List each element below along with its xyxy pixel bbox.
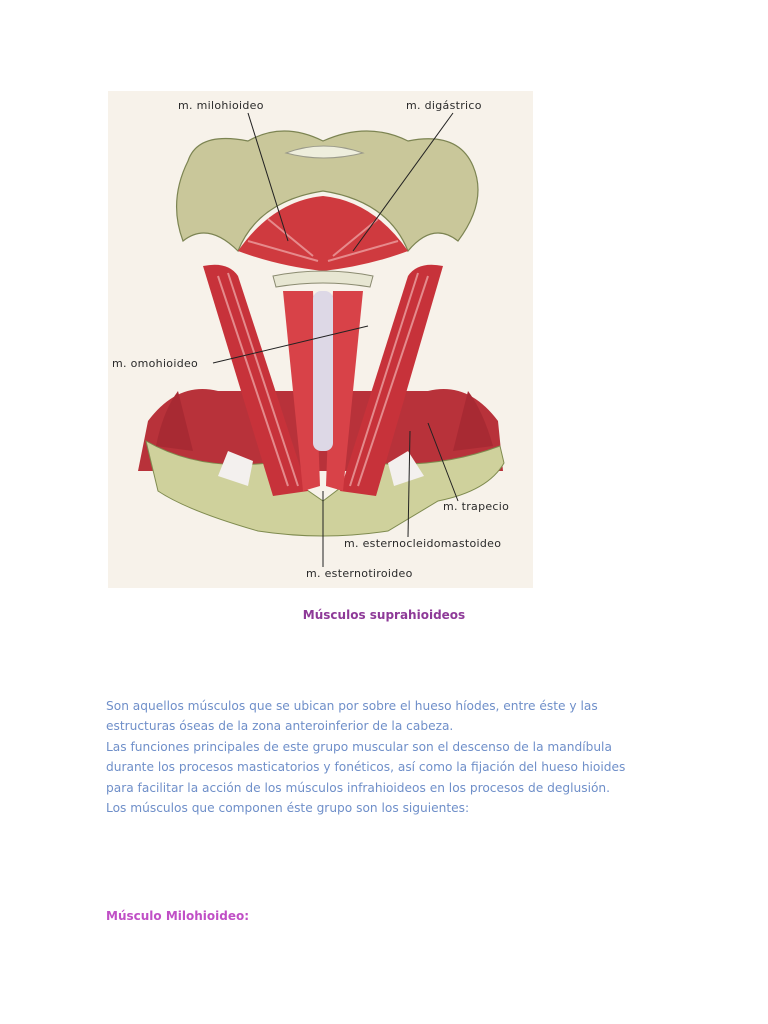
label-esternocleidomastoideo: m. esternocleidomastoideo: [344, 537, 502, 550]
intro-line: Los músculos que componen éste grupo son los siguientes:: [106, 801, 470, 816]
intro-paragraph: [106, 696, 666, 818]
label-esternotiroideo: m. esternotiroideo: [306, 567, 413, 580]
label-trapecio: m. trapecio: [443, 500, 510, 513]
label-omohioideo: m. omohioideo: [112, 357, 199, 370]
intro-line: Son aquellos músculos que se ubican por sobre el hueso híodes, entre éste y las: [106, 699, 598, 713]
label-digastrico: m. digástrico: [406, 99, 482, 112]
section-heading: Músculo Milohioideo:: [106, 909, 250, 923]
intro-line: durante los procesos masticatorios y fonéticos, así como la fijación del hueso hioides: [106, 760, 626, 775]
anatomy-illustration: [108, 91, 533, 588]
label-milohioideo: m. milohioideo: [178, 99, 264, 112]
neck-muscles-drawing: [108, 91, 533, 588]
intro-line: estructuras óseas de la zona anteroinferior de la cabeza.: [106, 719, 454, 734]
figure-caption: Músculos suprahioideos: [302, 608, 466, 622]
intro-line: para facilitar la acción de los músculos infrahioideos en los procesos de deglusión.: [106, 780, 611, 795]
intro-line: Las funciones principales de este grupo muscular son el descenso de la mandíbula: [106, 739, 612, 754]
